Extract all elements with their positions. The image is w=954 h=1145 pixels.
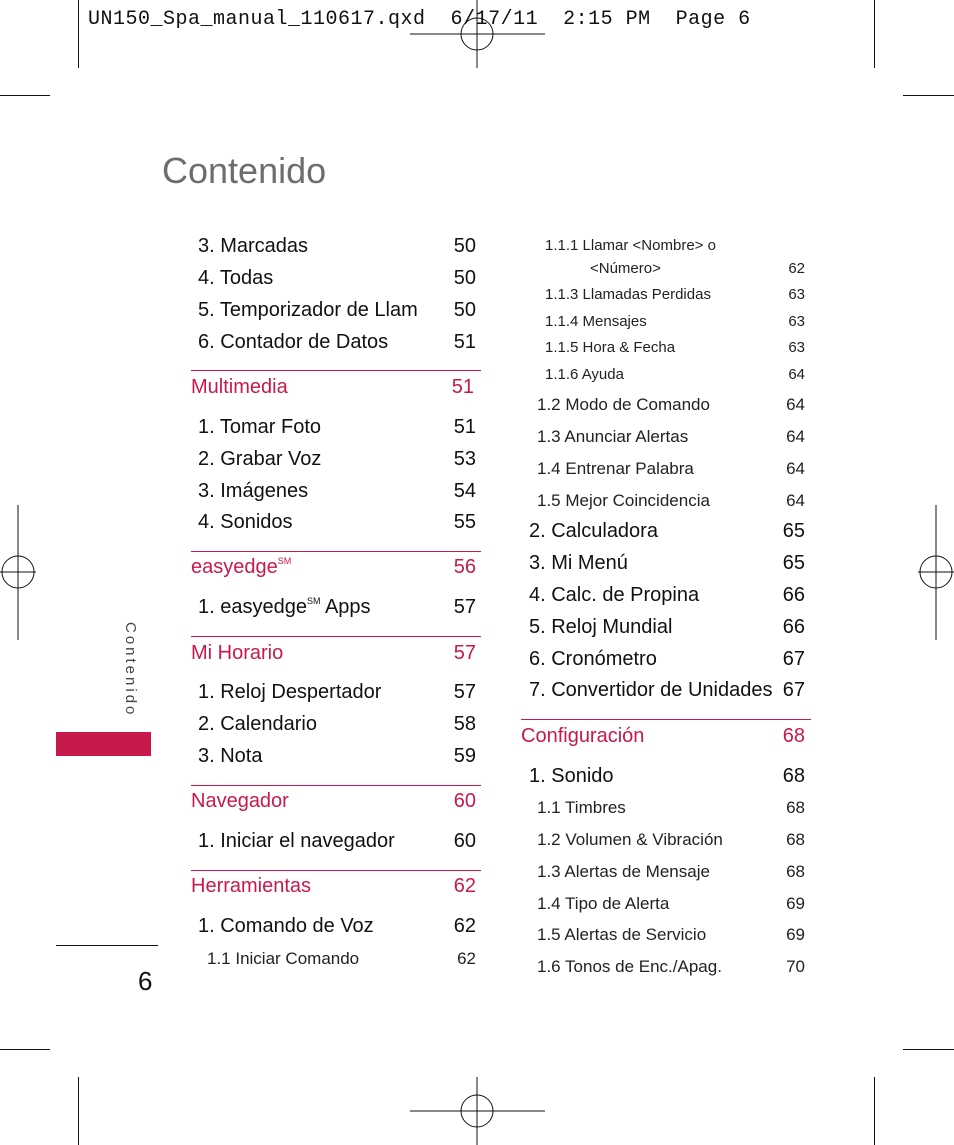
print-slug: UN150_Spa_manual_110617.qxd 6/17/11 2:15 PM Page 6 bbox=[88, 8, 751, 31]
toc-subentry: 1.6 Tonos de Enc./Apag. 70 bbox=[537, 957, 805, 976]
toc-subentry: 1.3 Anunciar Alertas 64 bbox=[537, 427, 805, 446]
page-title: Contenido bbox=[162, 150, 327, 191]
toc-entry: 2. Calendario 58 bbox=[198, 713, 476, 735]
section-rule bbox=[191, 870, 481, 871]
section-rule bbox=[191, 636, 481, 637]
toc-subentry: 1.3 Alertas de Mensaje 68 bbox=[537, 862, 805, 881]
toc-entry: 3. Mi Menú 65 bbox=[529, 552, 805, 574]
page-number: 6 bbox=[138, 966, 153, 996]
toc-entry: 5. Temporizador de Llam 50 bbox=[198, 299, 476, 321]
toc-entry: 4. Todas 50 bbox=[198, 267, 476, 289]
toc-entry: 3. Marcadas 50 bbox=[198, 235, 476, 257]
toc-entry: 1. easyedge℠ Apps 57 bbox=[198, 596, 476, 618]
toc-entry: 4. Calc. de Propina 66 bbox=[529, 584, 805, 606]
toc-entry: 1. Reloj Despertador 57 bbox=[198, 681, 476, 703]
section-rule bbox=[521, 719, 811, 720]
registration-mark-bottom bbox=[410, 1077, 545, 1145]
sidebar-section-label: Contenido bbox=[122, 622, 139, 718]
toc-subentry: 1.1.1 Llamar <Nombre> o bbox=[545, 237, 716, 254]
section-heading-easyedge: easyedge℠ 56 bbox=[191, 556, 476, 578]
toc-entry: 1. Sonido 68 bbox=[529, 765, 805, 787]
toc-entry: 7. Convertidor de Unidades 67 bbox=[529, 679, 805, 701]
toc-subentry: <Número> 62 bbox=[590, 260, 805, 277]
section-heading-navegador: Navegador 60 bbox=[191, 790, 476, 812]
toc-subentry: 1.1.3 Llamadas Perdidas 63 bbox=[545, 286, 805, 303]
toc-entry: 5. Reloj Mundial 66 bbox=[529, 616, 805, 638]
section-heading-multimedia: Multimedia 51 bbox=[191, 376, 474, 398]
section-tab bbox=[56, 732, 151, 756]
toc-subentry: 1.5 Alertas de Servicio 69 bbox=[537, 925, 805, 944]
toc-entry: 2. Grabar Voz 53 bbox=[198, 448, 476, 470]
toc-subentry: 1.1 Timbres 68 bbox=[537, 798, 805, 817]
toc-subentry: 1.1.5 Hora & Fecha 63 bbox=[545, 339, 805, 356]
section-heading-configuracion: Configuración 68 bbox=[521, 725, 805, 747]
toc-entry: 4. Sonidos 55 bbox=[198, 511, 476, 533]
section-heading-mi-horario: Mi Horario 57 bbox=[191, 642, 476, 664]
registration-mark-right bbox=[918, 505, 954, 640]
section-heading-herramientas: Herramientas 62 bbox=[191, 875, 476, 897]
toc-subentry: 1.4 Entrenar Palabra 64 bbox=[537, 459, 805, 478]
toc-subentry: 1.5 Mejor Coincidencia 64 bbox=[537, 491, 805, 510]
toc-subentry: 1.4 Tipo de Alerta 69 bbox=[537, 894, 805, 913]
toc-subentry: 1.2 Modo de Comando 64 bbox=[537, 395, 805, 414]
toc-subentry: 1.2 Volumen & Vibración 68 bbox=[537, 830, 805, 849]
toc-entry: 3. Nota 59 bbox=[198, 745, 476, 767]
registration-mark-left bbox=[0, 505, 36, 640]
toc-entry: 6. Contador de Datos 51 bbox=[198, 331, 476, 353]
toc-entry: 1. Tomar Foto 51 bbox=[198, 416, 476, 438]
toc-entry: 2. Calculadora 65 bbox=[529, 520, 805, 542]
footer-rule bbox=[56, 945, 158, 946]
toc-subentry: 1.1.4 Mensajes 63 bbox=[545, 313, 805, 330]
toc-entry: 1. Comando de Voz 62 bbox=[198, 915, 476, 937]
toc-entry: 1. Iniciar el navegador 60 bbox=[198, 830, 476, 852]
toc-subentry: 1.1.6 Ayuda 64 bbox=[545, 366, 805, 383]
section-rule bbox=[191, 551, 481, 552]
section-rule bbox=[191, 785, 481, 786]
toc-subentry: 1.1 Iniciar Comando 62 bbox=[207, 949, 476, 968]
section-rule bbox=[191, 370, 481, 371]
toc-entry: 3. Imágenes 54 bbox=[198, 480, 476, 502]
toc-entry: 6. Cronómetro 67 bbox=[529, 648, 805, 670]
